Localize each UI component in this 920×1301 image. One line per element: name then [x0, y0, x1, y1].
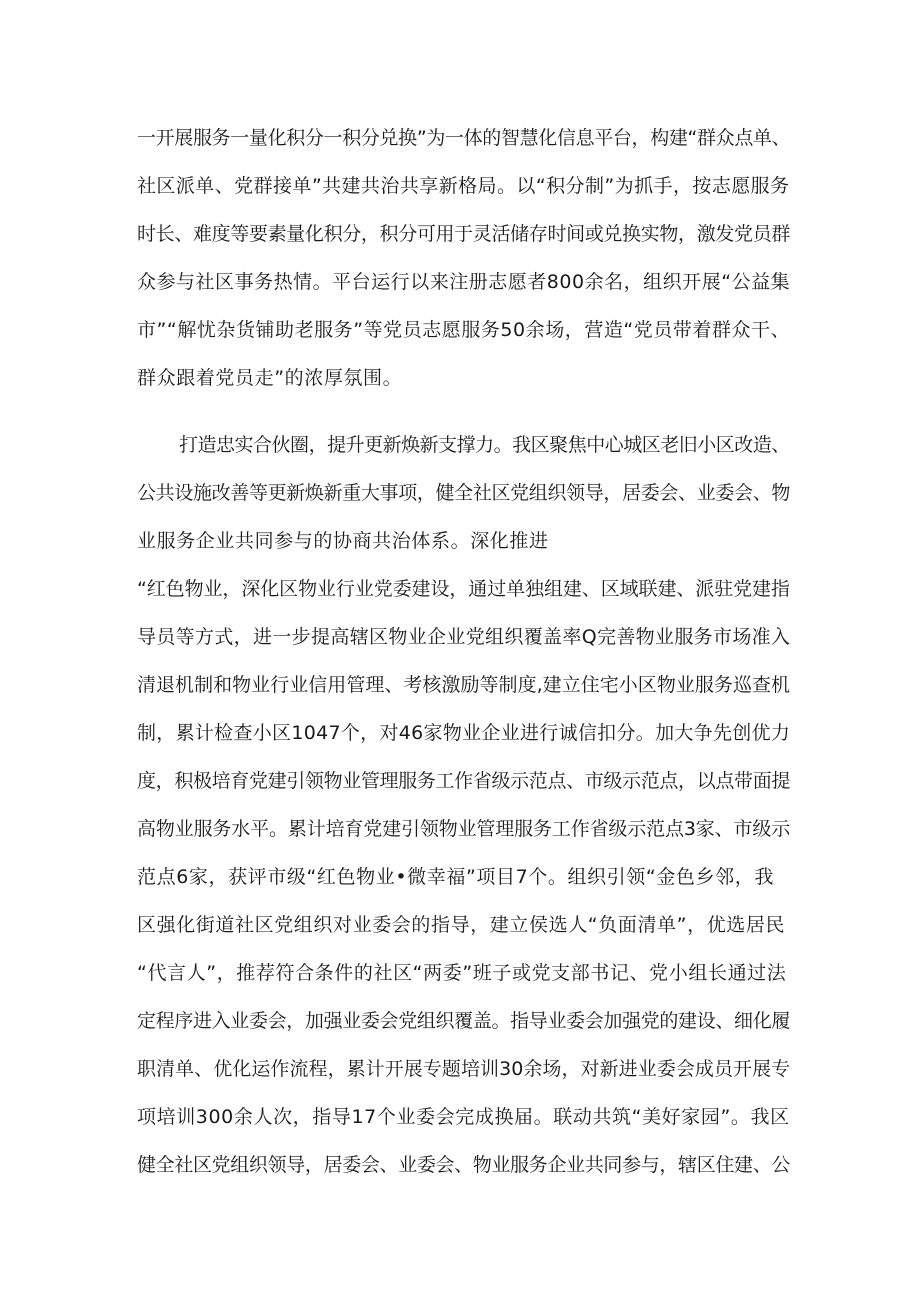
text-line: 市”“解忧杂货铺助老服务”等党员志愿服务50余场，营造“党员带着群众干、 [137, 319, 791, 341]
text-line: 时长、难度等要素量化积分，积分可用于灵活储存时间或兑换实物，激发党员群 [137, 223, 791, 245]
text-line: 公共设施改善等更新焕新重大事项，健全社区党组织领导，居委会、业委会、物 [137, 482, 791, 504]
text-line: 群众跟着党员走”的浓厚氛围。 [137, 367, 403, 389]
text-line: “红色物业，深化区物业行业党委建设，通过单独组建、区域联建、派驻党建指 [137, 578, 790, 600]
text-line: 业服务企业共同参与的协商共治体系。深化推进 [137, 530, 549, 552]
text-line: 制，累计检查小区1047个，对46家物业企业进行诚信扣分。加大争先创优力 [137, 722, 791, 744]
text-line: 清退机制和物业行业信用管理、考核激励等制度,建立住宅小区物业服务巡查机 [137, 674, 791, 696]
text-line: 定程序进入业委会，加强业委会党组织覆盖。指导业委会加强党的建设、细化履 [137, 1010, 791, 1032]
text-line: 健全社区党组织领导，居委会、业委会、物业服务企业共同参与，辖区住建、公 [137, 1154, 791, 1176]
text-line: 导员等方式，进一步提高辖区物业企业党组织覆盖率Q完善物业服务市场准入 [137, 626, 791, 648]
text-line: 一开展服务一量化积分一积分兑换”为一体的智慧化信息平台，构建“群众点单、 [137, 127, 791, 149]
text-line: 范点6家，获评市级“红色物业•微幸福”项目7个。组织引领“金色乡邻，我 [137, 866, 774, 888]
text-line: 众参与社区事务热情。平台运行以来注册志愿者800余名，组织开展“公益集 [137, 271, 791, 293]
text-line: 度，积极培育党建引领物业管理服务工作省级示范点、市级示范点，以点带面提 [137, 770, 791, 792]
text-line: 打造忠实合伙圈，提升更新焕新支撑力。我区聚焦中心城区老旧小区改造、 [179, 434, 790, 456]
text-line: 项培训300余人次，指导17个业委会完成换届。联动共筑“美好家园”。我区 [137, 1106, 790, 1128]
text-line: 社区派单、党群接单”共建共治共享新格局。以“积分制”为抓手，按志愿服务 [137, 175, 790, 197]
text-line: 区强化街道社区党组织对业委会的指导，建立侯选人“负面清单”，优选居民 [137, 914, 786, 936]
text-line: 职清单、优化运作流程，累计开展专题培训30余场，对新进业委会成员开展专 [137, 1058, 791, 1080]
text-line: “代言人”，推荐符合条件的社区“两委”班子或党支部书记、党小组长通过法 [137, 962, 787, 984]
text-line: 高物业服务水平。累计培育党建引领物业管理服务工作省级示范点3家、市级示 [137, 818, 791, 840]
